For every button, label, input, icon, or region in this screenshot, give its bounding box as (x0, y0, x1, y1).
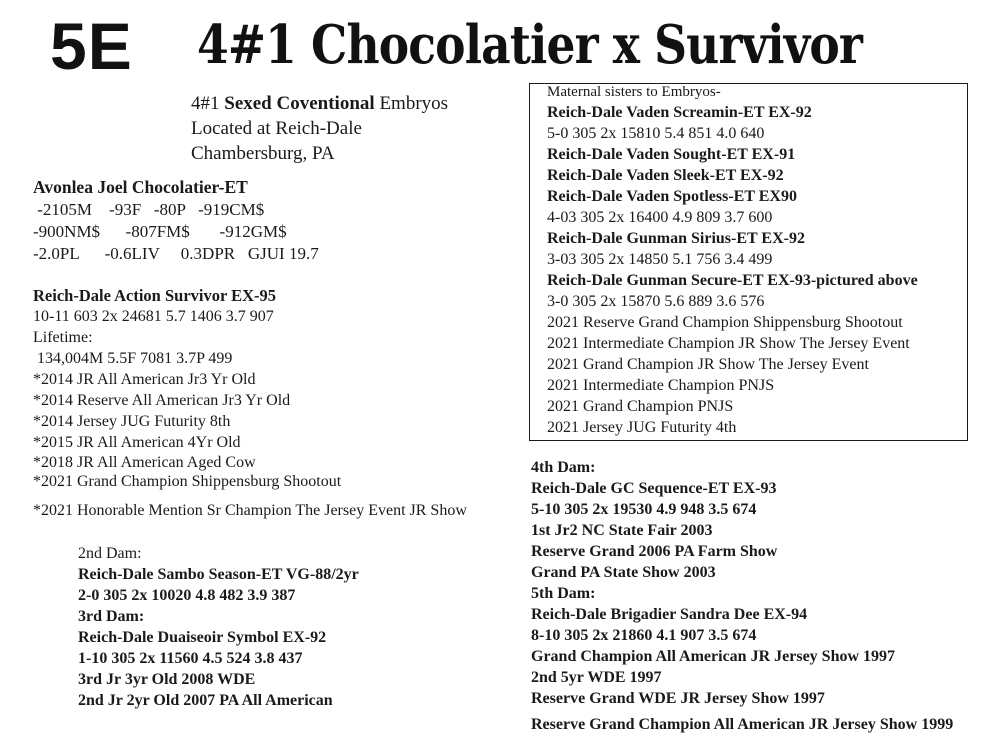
sister-name: Reich-Dale Vaden Sleek-ET EX-92 (547, 167, 784, 184)
second-dam-label: 2nd Dam: (78, 545, 142, 562)
second-dam-name: Reich-Dale Sambo Season-ET VG-88/2yr (78, 566, 359, 583)
sister-award: 2021 Grand Champion JR Show The Jersey Event (547, 356, 869, 373)
dam-record-line: 10-11 603 2x 24681 5.7 1406 3.7 907 (33, 308, 274, 325)
dam-award-line: *2021 Honorable Mention Sr Champion The Jersey Event JR Show (33, 502, 467, 519)
fifth-dam-award: Grand Champion All American JR Jersey Show 1997 (531, 648, 896, 665)
fifth-dam-award: 2nd 5yr WDE 1997 (531, 669, 662, 686)
dam-award-line: *2021 Grand Champion Shippensburg Shootout (33, 473, 342, 490)
sister-name: Reich-Dale Vaden Sought-ET EX-91 (547, 146, 796, 163)
third-dam-name: Reich-Dale Duaiseoir Symbol EX-92 (78, 629, 327, 646)
third-dam-award: 3rd Jr 3yr Old 2008 WDE (78, 671, 256, 688)
fifth-dam-award: Reserve Grand Champion All American JR Jersey Show 1999 (531, 716, 954, 733)
fourth-dam-name: Reich-Dale GC Sequence-ET EX-93 (531, 480, 777, 497)
fifth-dam-record: 8-10 305 2x 21860 4.1 907 3.5 674 (531, 627, 757, 644)
embryo-count: 4#1 (191, 93, 225, 114)
fifth-dam-name: Reich-Dale Brigadier Sandra Dee EX-94 (531, 606, 808, 623)
embryo-type: Sexed Coventional (224, 93, 375, 114)
embryo-intro (191, 91, 448, 166)
location-line-2: Chambersburg, PA (191, 143, 335, 164)
third-dam-label: 3rd Dam: (78, 608, 145, 625)
fifth-dam-award: Reserve Grand WDE JR Jersey Show 1997 (531, 690, 825, 707)
third-dam-record: 1-10 305 2x 11560 4.5 524 3.8 437 (78, 650, 303, 667)
sire-section (33, 176, 319, 265)
sister-award: 2021 Jersey JUG Futurity 4th (547, 419, 737, 436)
maternal-sisters-list (547, 83, 918, 438)
sister-award: 2021 Intermediate Champion PNJS (547, 377, 775, 394)
dam-award-line: *2015 JR All American 4Yr Old (33, 434, 241, 451)
dam-section (33, 285, 341, 491)
fifth-dam-label: 5th Dam: (531, 585, 596, 602)
sire-proof-row-2: -900NM$ -807FM$ -912GM$ (33, 222, 287, 241)
embryo-type-line (191, 91, 448, 116)
sister-name: Reich-Dale Gunman Sirius-ET EX-92 (547, 230, 805, 247)
fourth-dam-record: 5-10 305 2x 19530 4.9 948 3.5 674 (531, 501, 757, 518)
fourth-dam-award: 1st Jr2 NC State Fair 2003 (531, 522, 713, 539)
sister-record: 3-0 305 2x 15870 5.6 889 3.6 576 (547, 293, 765, 310)
dam-award-line: *2014 Jersey JUG Futurity 8th (33, 413, 231, 430)
fourth-fifth-dam-section (531, 457, 895, 709)
page-title: 4#1 Chocolatier x Survivor (197, 14, 863, 76)
sister-name: Reich-Dale Vaden Spotless-ET EX90 (547, 188, 797, 205)
sister-award: 2021 Intermediate Champion JR Show The Jersey Event (547, 335, 910, 352)
dam-record-line: 134,004M 5.5F 7081 3.7P 499 (33, 350, 233, 367)
sister-award: 2021 Grand Champion PNJS (547, 398, 734, 415)
dam-award-line: *2014 Reserve All American Jr3 Yr Old (33, 392, 291, 409)
location-line-1: Located at Reich-Dale (191, 118, 362, 139)
dam-record-line: Lifetime: (33, 329, 93, 346)
sire-name: Avonlea Joel Chocolatier-ET (33, 177, 248, 197)
second-dam-record: 2-0 305 2x 10020 4.8 482 3.9 387 (78, 587, 296, 604)
sire-proof-row-3: -2.0PL -0.6LIV 0.3DPR GJUI 19.7 (33, 244, 319, 263)
third-dam-award: 2nd Jr 2yr Old 2007 PA All American (78, 692, 333, 709)
sister-award: 2021 Reserve Grand Champion Shippensburg Shootout (547, 314, 903, 331)
embryo-suffix: Embryos (374, 93, 449, 114)
dam-award-line: *2014 JR All American Jr3 Yr Old (33, 371, 256, 388)
second-dam-section (78, 543, 359, 711)
lot-number: 5E (50, 9, 133, 83)
dam-name: Reich-Dale Action Survivor EX-95 (33, 286, 277, 305)
sister-record: 5-0 305 2x 15810 5.4 851 4.0 640 (547, 125, 765, 142)
sister-record: 3-03 305 2x 14850 5.1 756 3.4 499 (547, 251, 773, 268)
sister-name: Reich-Dale Gunman Secure-ET EX-93-pictured above (547, 272, 918, 289)
fourth-dam-award: Reserve Grand 2006 PA Farm Show (531, 543, 778, 560)
sister-name: Reich-Dale Vaden Screamin-ET EX-92 (547, 104, 812, 121)
fourth-dam-award: Grand PA State Show 2003 (531, 564, 716, 581)
fourth-dam-label: 4th Dam: (531, 459, 596, 476)
sister-record: 4-03 305 2x 16400 4.9 809 3.7 600 (547, 209, 773, 226)
sire-proof-row-1: -2105M -93F -80P -919CM$ (33, 200, 265, 219)
maternal-sisters-heading: Maternal sisters to Embryos- (547, 84, 721, 100)
dam-award-line: *2018 JR All American Aged Cow (33, 454, 256, 471)
